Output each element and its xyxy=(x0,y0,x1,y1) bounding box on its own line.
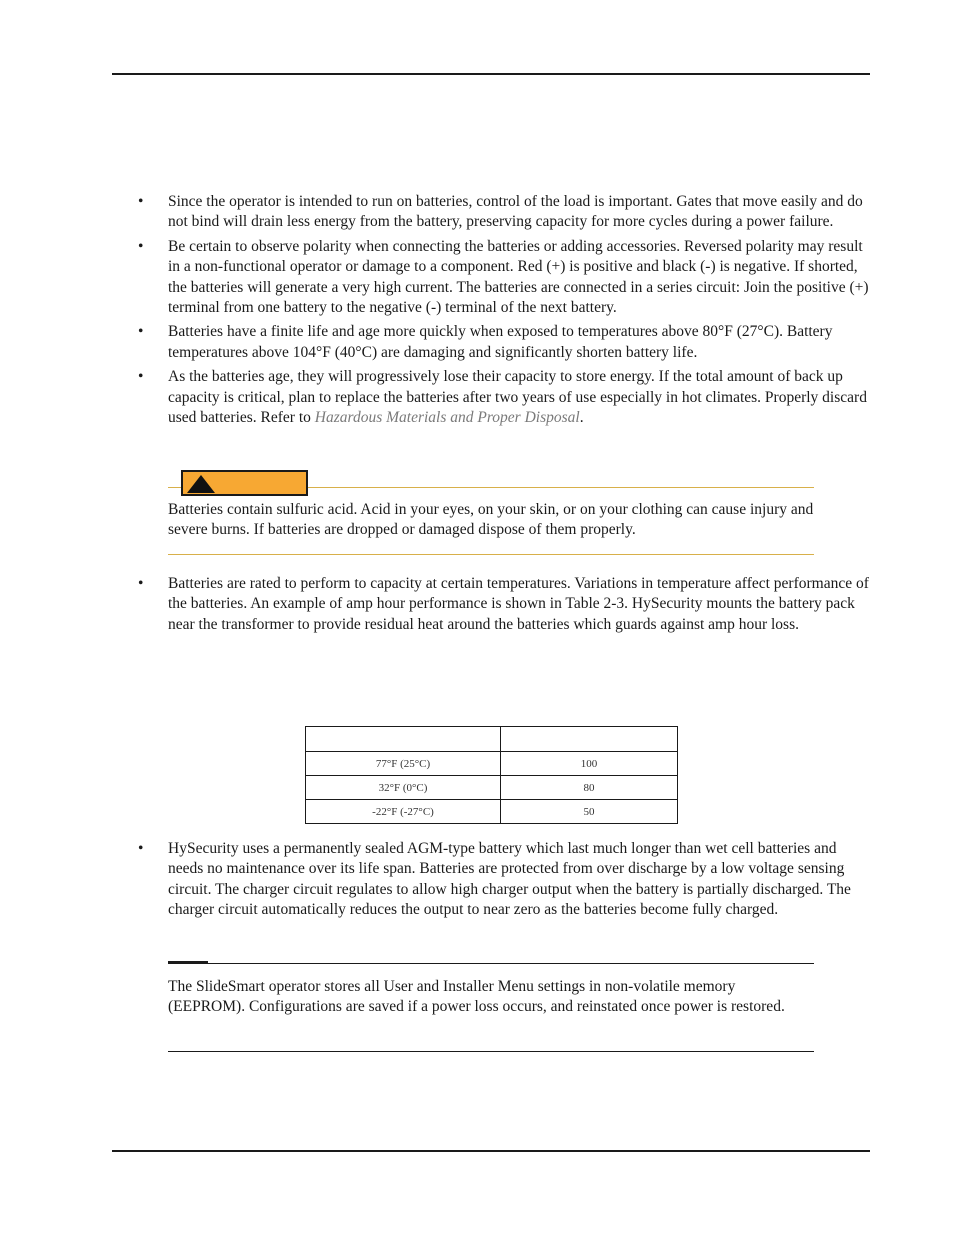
table-cell-capacity: 50 xyxy=(501,800,678,824)
header-rule xyxy=(112,73,870,75)
bullet-battery-life: • Batteries have a finite life and age more quickly when exposed to temperatures above 80°F (27°C). Battery temperatures above 104°F (40°C) are damaging and significantly shorten battery life. xyxy=(138,322,870,363)
table-header-row xyxy=(306,727,678,752)
footer-rule xyxy=(112,1150,870,1152)
table-cell-capacity: 100 xyxy=(501,752,678,776)
bullet-battery-age xyxy=(138,367,870,428)
table-cell-temperature: -22°F (-27°C) xyxy=(306,800,501,824)
bullet-agm-battery: • HySecurity uses a permanently sealed AGM-type battery which last much longer than wet cell batteries and needs no maintenance over its life span. Batteries are protected from over discharge by a low voltage sensing circuit. The charger circuit regulates to allow high charger output when the battery is partially discharged. The charger circuit automatically reduces the output to near zero as the batteries become fully charged. xyxy=(138,839,870,921)
warning-label xyxy=(181,470,308,496)
note-text: The SlideSmart operator stores all User and Installer Menu settings in non-volatile memory (EEPROM). Configurations are saved if a power loss occurs, and reinstated once power is restored. xyxy=(168,978,785,1016)
table-cell-capacity: 80 xyxy=(501,776,678,800)
table-row xyxy=(306,752,678,776)
bullet-battery-age-end: . xyxy=(579,409,584,427)
bullet-temperature-rating: • Batteries are rated to perform to capacity at certain temperatures. Variations in temperature affect performance of the batteries. An example of amp hour performance is shown in Table 2-3. HySecurity mounts the battery pack near the transformer to provide residual heat around the batteries which guards against amp hour loss. xyxy=(138,574,870,635)
bullet-list-2 xyxy=(138,574,870,639)
bullet-list-1 xyxy=(138,192,870,432)
hazardous-materials-link[interactable]: Hazardous Materials and Proper Disposal xyxy=(314,409,580,427)
bullet-battery-age-text: As the batteries age, they will progressively lose their capacity to store energy. If the total amount of back up capacity is critical, plan to replace the batteries after two years of use especially in hot climates. Properly discard used batteries. Refer to xyxy=(168,368,867,427)
warning-triangle-icon xyxy=(185,473,217,495)
bullet-load-control: • Since the operator is intended to run on batteries, control of the load is important. Gates that move easily and do not bind will drain less energy from the battery, preserving capacity for more cycles during a power failure. xyxy=(138,192,870,233)
table-cell-temperature: 77°F (25°C) xyxy=(306,752,501,776)
warning-text: Batteries contain sulfuric acid. Acid in your eyes, on your skin, or on your clothing can cause injury and severe burns. If batteries are dropped or damaged dispose of them properly. xyxy=(168,501,814,539)
table-row xyxy=(306,800,678,824)
table-row xyxy=(306,776,678,800)
warning-callout xyxy=(168,487,814,555)
bullet-list-3 xyxy=(138,839,870,925)
amp-hour-table xyxy=(305,726,678,824)
note-callout xyxy=(168,963,814,1052)
table-header-temperature xyxy=(306,727,501,752)
note-marker xyxy=(168,961,208,964)
bullet-polarity: • Be certain to observe polarity when connecting the batteries or adding accessories. Reversed polarity may result in a non-functional operator or damage to a component. Red (+) is positive and black (-) is negative. If shorted, the batteries will generate a very high current. The batteries are connected in a series circuit: Join the positive (+) terminal from one battery to the negative (-) terminal of the next battery. xyxy=(138,237,870,319)
table-header-capacity xyxy=(501,727,678,752)
table-cell-temperature: 32°F (0°C) xyxy=(306,776,501,800)
